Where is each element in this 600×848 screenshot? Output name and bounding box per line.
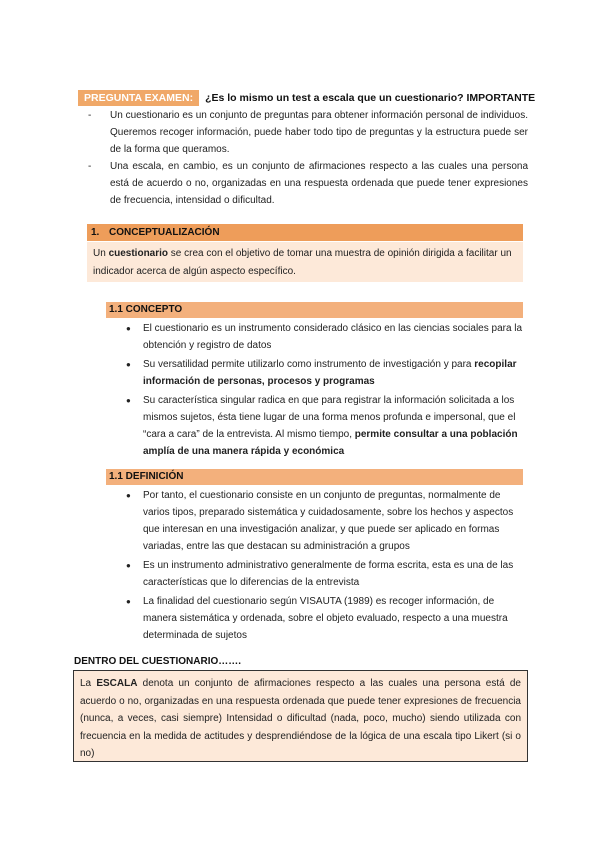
escala-prefix: La	[80, 678, 97, 689]
concepto-item	[126, 356, 524, 390]
definicion-item: ● La finalidad del cuestionario según VISAUTA (1989) es recoger información, de manera sistemática y ordenada, sobre el objeto evaluado, respecto a una muestra determinada de sujetos	[126, 593, 524, 644]
definicion-item: ● Por tanto, el cuestionario consiste en un conjunto de preguntas, normalmente de varios tipos, preparado sistemática y cuidadosamente, sobre los hechos y aspectos que interesan en una investigación analizar, y que puede ser aplicado en formas variadas, entre las que destacan su administración a grupos	[126, 487, 524, 555]
dentro-heading: DENTRO DEL CUESTIONARIO…….	[74, 656, 242, 667]
concepto-item-text: Su característica singular radica en que para registrar la información solicitada a los mismos sujetos, ésta tiene lugar de una forma menos profunda e impersonal, que el “cara a cara” de la entrevista. Al mismo tiempo,	[143, 395, 516, 440]
concepto-list	[126, 320, 524, 462]
concepto-item	[126, 320, 524, 354]
exam-answer-item: - Una escala, en cambio, es un conjunto de afirmaciones respecto a las cuales una persona está de acuerdo o no, organizadas en una respuesta ordenada que puede tener expresiones de frecuencia, intensidad o dificultad.	[88, 158, 528, 209]
escala-bold: ESCALA	[96, 678, 138, 689]
escala-rest: denota un conjunto de afirmaciones respecto a las cuales una persona está de acuerdo o no, organizadas en una respuesta ordenada que puede tener expresiones de frecuencia (nunca, a veces, casi siempre) Intensidad o dificultad (nada, poco, mucho) siendo utilizada con frecuencia en la medida de actitudes y desprendiéndose de la lógica de una escala tipo Likert (si o no)	[80, 678, 521, 759]
concepto-item-text: Su versatilidad permite utilizarlo como instrumento de investigación y para	[143, 359, 475, 370]
concepto-item	[126, 392, 524, 460]
escala-box	[73, 670, 528, 762]
concepto-item-bold: permite consultar a una población amplía de una manera rápida y económica	[143, 429, 518, 457]
concepto-item-bold: recopilar información de personas, procesos y programas	[143, 359, 517, 387]
exam-question-row	[78, 90, 538, 106]
intro-rest: se crea con el objetivo de tomar una muestra de opinión dirigida a facilitar un indicador acerca de algún aspecto específico.	[93, 248, 512, 277]
exam-answer-item: - Un cuestionario es un conjunto de preguntas para obtener información personal de individuos. Queremos recoger información, puede haber todo tipo de preguntas y la estructura puede ser de la forma que queramos.	[88, 107, 528, 158]
intro-bold: cuestionario	[108, 248, 169, 259]
section-intro-box	[87, 242, 523, 282]
definicion-list	[126, 487, 524, 646]
concepto-heading: 1.1 CONCEPTO	[106, 302, 523, 318]
definicion-item: ● Es un instrumento administrativo generalmente de forma escrita, esta es una de las características que lo diferencias de la entrevista	[126, 557, 524, 591]
definicion-heading: 1.1 DEFINICIÓN	[106, 469, 523, 485]
section-heading	[87, 224, 523, 241]
concepto-item-text: El cuestionario es un instrumento considerado clásico en las ciencias sociales para la obtención y registro de datos	[143, 323, 523, 351]
exam-tag: PREGUNTA EXAMEN:	[78, 90, 199, 106]
section-title: CONCEPTUALIZACIÓN	[109, 227, 220, 238]
exam-question: ¿Es lo mismo un test a escala que un cuestionario? IMPORTANTE	[205, 92, 536, 104]
exam-answer-list	[88, 107, 528, 209]
section-number: 1.	[91, 227, 100, 238]
intro-prefix: Un	[93, 248, 109, 259]
